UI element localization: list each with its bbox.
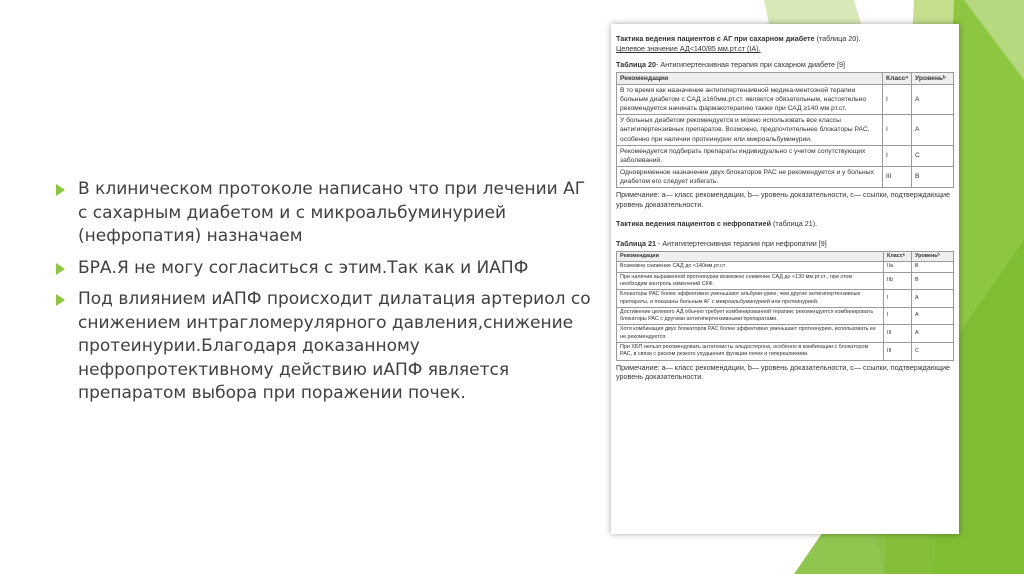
table21-note: Примечание: а— класс рекомендации, b— уровень доказательности, c— ссылки, подтверждающие уровень доказательности. <box>616 362 951 382</box>
table-row: При ХБП нельзя рекомендовать антагонисты альдостерона, особенно в комбинации с блокатором РАС, в связи с риском резкого ухудшения функции почек и гиперкалиемии. III C <box>617 343 954 361</box>
table-row: При наличии выраженной протеинурии возможно снижение САД до <130 мм.рт.ст., при этом необходим контроль изменений СКФ. IIb B <box>617 272 954 290</box>
table21-caption: Таблица 21 - Антигипертензивная терапия при нефропатии [9] <box>616 239 827 249</box>
col-recommendations: Рекомендации <box>617 252 884 262</box>
bullet-arrow-icon <box>56 263 65 275</box>
col-class: Классᵃ <box>884 252 912 262</box>
table20-note: Примечание: а— класс рекомендации, b— уровень доказательности, c— ссылки, подтверждающие уровень доказательности. <box>616 190 951 209</box>
table-row: Возможно снижение САД до <140мм.рт.ст IIa B <box>617 262 954 272</box>
table-20 <box>616 72 954 188</box>
col-level: Уровеньᵇ <box>912 252 954 262</box>
target-bp: Целевое значение АД<140/85 мм.рт.ст (IA). <box>616 44 761 53</box>
bullet-text: Под влиянием иАПФ происходит дилатация артериол со снижением интрагломерулярного давления,снижение протеинурии.Благодаря доказанному нефропротективному действию иАПФ является препаратом выбора при поражении почек. <box>78 289 591 403</box>
table-row: Достижение целевого АД обычно требует комбинированной терапии; рекомендуется комбинировать блокаторы РАС с другими антигипертензивными препаратами. I A <box>617 307 954 325</box>
bullet-item <box>56 178 596 249</box>
table-row: Хотя комбинация двух блокаторов РАС более эффективно уменьшает протеинурию, использовать ее не рекомендуется. III A <box>617 325 954 343</box>
col-class: Классᵃ <box>883 73 912 85</box>
bullet-item <box>56 257 596 281</box>
bullet-arrow-icon <box>56 184 65 196</box>
col-recommendations: Рекомендации <box>617 73 883 85</box>
heading-nephropathy: Тактика ведения пациентов с нефропатией (таблица 21). <box>616 219 818 229</box>
document-image <box>611 24 959 534</box>
col-level: Уровеньᵇ <box>912 73 954 85</box>
bullet-text: В клиническом протоколе написано что при лечении АГ с сахарным диабетом и с микроальбуминурией (нефропатия) назначаем <box>78 179 586 246</box>
bullet-text: БРА.Я не могу согласиться с этим.Так как и ИАПФ <box>78 257 529 278</box>
bullet-list <box>56 178 596 414</box>
table-row: У больных диабетом рекомендуется и можно использовать все классы антигипертензивных препаратов. Возможно, предпочтительнее блокаторы РАС, особенно при наличии протеинурии или микроальбуминурии. I A <box>617 115 954 145</box>
bullet-arrow-icon <box>56 294 65 306</box>
heading-diabetes: Тактика ведения пациентов с АГ при сахарном диабете (таблица 20). <box>616 34 861 43</box>
table20-caption: Таблица 20- Антигипертензивная терапия при сахарном диабете [9] <box>616 60 846 69</box>
table-row: Блокаторы РАС более эффективно уменьшают альбуми-урию, чем другие антигипертензивные препараты, и показаны больным АГ с микроальбуминурией или протеинурией. I A <box>617 290 954 308</box>
table-row: Рекомендуется подбирать препараты индивидуально с учетом сопутствующих заболеваний. I C <box>617 145 954 166</box>
table-21 <box>616 251 954 361</box>
table-row: Одновременное назначение двух блокаторов РАС не рекомендуется и у больных диабетом его следует избегать. III B <box>617 166 954 187</box>
table-row: В то время как назначение антигипертензивной медика-ментозной терапии больным диабетом с САД ≥160мм.рт.ст. является обязательным, настоятельно рекомендуется начинать фармакотерапию также при САД ≥140 мм.рт.ст. I A <box>617 85 954 115</box>
bullet-item <box>56 288 596 406</box>
